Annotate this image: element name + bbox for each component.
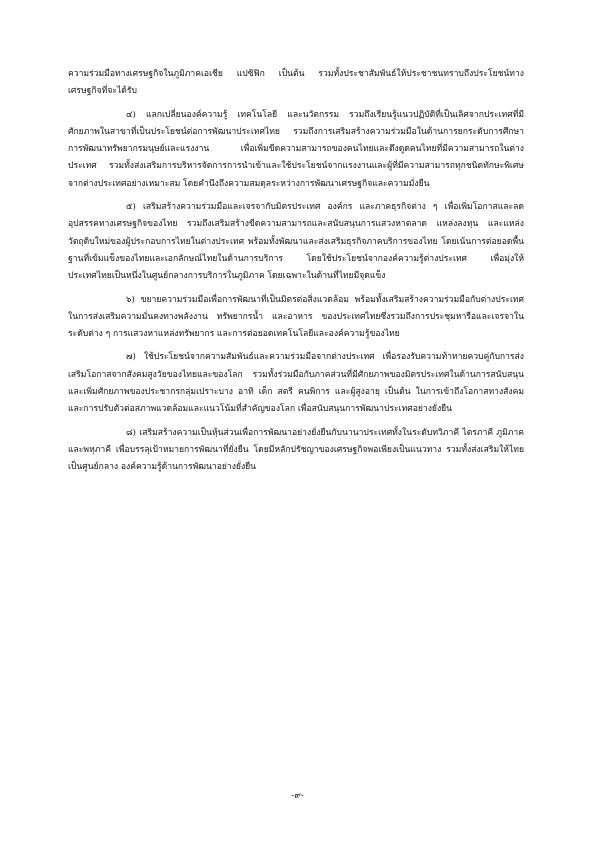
document-body (68, 66, 524, 483)
paragraph-item-6: ๖) ขยายความร่วมมือเพื่อการพัฒนาที่เป็นมิตรต่อสิ่งแวดล้อม พร้อมทั้งเสริมสร้างความร่วมมือกับต่างประเทศ ในการส่งเสริมความมั่นคงทางพลังงาน ทรัพยากรน้ำ และอาหาร ของประเทศไทยซึ่งรวมถึงการประชุมหารือและเจรจาในระดับต่าง ๆ การแสวงหาแหล่งทรัพยากร และการต่อยอดเทคโนโลยีและองค์ความรู้ของไทย (68, 294, 524, 340)
paragraph-item-8: ๘) เสริมสร้างความเป็นหุ้นส่วนเพื่อการพัฒนาอย่างยั่งยืนกับนานาประเทศทั้งในระดับทวิภาคี ไตรภาคี ภูมิภาค และพหุภาคี เพื่อบรรลุเป้าหมายการพัฒนาที่ยั่งยืน โดยมีหลักปรัชญาของเศรษฐกิจพอเพียงเป็นแนวทาง รวมทั้งส่งเสริมให้ไทยเป็นศูนย์กลาง องค์ความรู้ด้านการพัฒนาอย่างยั่งยืน (68, 427, 524, 473)
page-number: -๙- (291, 791, 304, 801)
paragraph-continuation: ความร่วมมือทางเศรษฐกิจในภูมิภาคเอเชีย แปซิฟิก เป็นต้น รวมทั้งประชาสัมพันธ์ให้ประชาชนทราบถึงประโยชน์ทางเศรษฐกิจที่จะได้รับ (68, 69, 524, 97)
paragraph-item-5: ๕) เสริมสร้างความร่วมมือและเจรจากับมิตรประเทศ องค์กร และภาคธุรกิจต่าง ๆ เพื่อเพิ่มโอกาสและลดอุปสรรคทางเศรษฐกิจของไทย รวมถึงเสริมสร้างขีดความสามารถและสนับสนุนการแสวงหาตลาด แหล่งลงทุน และแหล่งวัตถุดิบใหม่ของผู้ประกอบการไทยในต่างประเทศ พร้อมทั้งพัฒนาและส่งเสริมธุรกิจภาคบริการของไทย โดยเน้นการต่อยอดพื้นฐานที่เข้มแข็งของไทยและเอกลักษณ์ไทยในด้านการบริการ โดยใช้ประโยชน์จากองค์ความรู้ต่างประเทศ เพื่อมุ่งให้ประเทศไทยเป็นหนึ่งในศูนย์กลางการบริการในภูมิภาค โดยเฉพาะในด้านที่ไทยมีจุดแข็ง (68, 202, 524, 282)
paragraph-item-4: ๔) แลกเปลี่ยนองค์ความรู้ เทคโนโลยี และนวัตกรรม รวมถึงเรียนรู้แนวปฏิบัติที่เป็นเลิศจากประเทศที่มีศักยภาพในสาขาที่เป็นประโยชน์ต่อการพัฒนาประเทศไทย รวมถึงการเสริมสร้างความร่วมมือในด้านการยกระดับการศึกษา การพัฒนาทรัพยากรมนุษย์และแรงงาน เพื่อเพิ่มขีดความสามารถของคนไทยและดึงดูดคนไทยที่มีความสามารถในต่างประเทศ รวมทั้งส่งเสริมการบริหารจัดการการนำเข้าและใช้ประโยชน์จากแรงงานและผู้ที่มีความสามารถทุกชนิดทักษะพิเศษจากต่างประเทศอย่างเหมาะสม โดยคำนึงถึงความสมดุลระหว่างการพัฒนาเศรษฐกิจและความมั่งยืน (68, 109, 524, 189)
paragraph-item-7: ๗) ใช้ประโยชน์จากความสัมพันธ์และความร่วมมือจากต่างประเทศ เพื่อรองรับความท้าทายควบคู่กับการส่งเสริมโอกาสจากสังคมสูงวัยของไทยและของโลก รวมทั้งร่วมมือกับภาคส่วนที่มีศักยภาพของมิตรประเทศในด้านการสนับสนุนและเพิ่มศักยภาพของประชากรกลุ่มเปราะบาง อาทิ เด็ก สตรี คนพิการ และผู้สูงอายุ เป็นต้น ในการเข้าถึงโอกาสทางสังคม และการปรับตัวต่อสภาพแวดล้อมและแนวโน้มที่สำคัญของโลก เพื่อสนับสนุนการพัฒนาประเทศอย่างยั่งยืน (68, 352, 524, 415)
